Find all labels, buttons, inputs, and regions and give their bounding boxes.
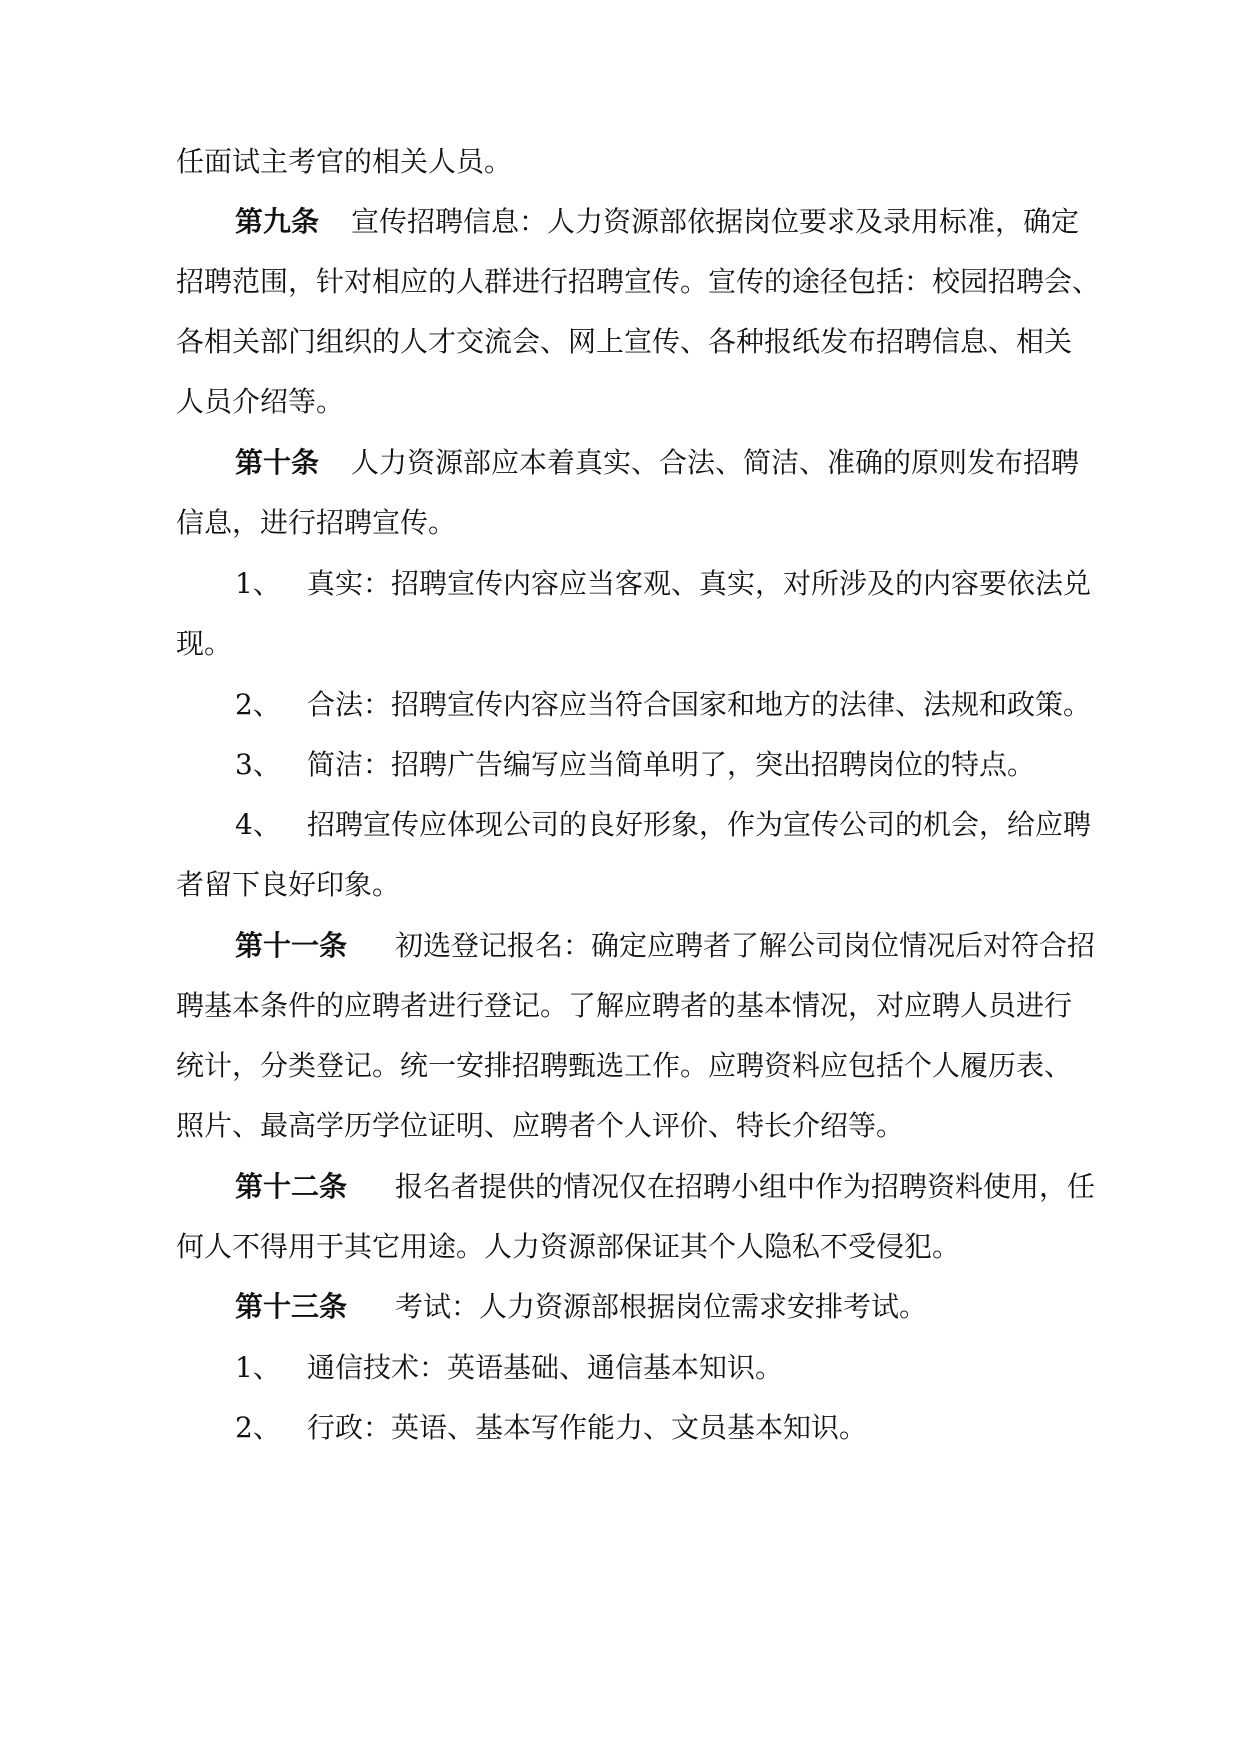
paragraph-line: 报名者提供的情况仅在招聘小组中作为招聘资料使用，任 — [395, 1170, 1096, 1203]
paragraph-line: 初选登记报名：确定应聘者了解公司岗位情况后对符合招 — [395, 929, 1096, 962]
paragraph-line: 宣传招聘信息：人力资源部依据岗位要求及录用标准，确定 — [351, 205, 1080, 238]
paragraph-line: 各相关部门组织的人才交流会、网上宣传、各种报纸发布招聘信息、相关 — [176, 325, 1073, 358]
article-heading: 第九条 — [235, 205, 320, 238]
paragraph-line: 考试：人力资源部根据岗位需求安排考试。 — [395, 1290, 928, 1323]
list-number: 1、 — [235, 567, 281, 600]
paragraph-line: 现。 — [176, 627, 233, 660]
article-heading: 第十二条 — [235, 1170, 348, 1203]
list-number: 1、 — [235, 1351, 281, 1384]
paragraph-line: 招聘范围，针对相应的人群进行招聘宣传。宣传的途径包括：校园招聘会、 — [176, 265, 1101, 298]
list-item: 合法：招聘宣传内容应当符合国家和地方的法律、法规和政策。 — [307, 688, 1092, 721]
paragraph-line: 者留下良好印象。 — [176, 868, 401, 901]
list-number: 4、 — [235, 808, 281, 841]
article-heading: 第十条 — [235, 446, 320, 479]
list-item: 通信技术：英语基础、通信基本知识。 — [307, 1351, 784, 1384]
paragraph-line: 任面试主考官的相关人员。 — [176, 145, 513, 178]
article-heading: 第十三条 — [235, 1290, 348, 1323]
list-item: 招聘宣传应体现公司的良好形象，作为宣传公司的机会，给应聘 — [307, 808, 1092, 841]
paragraph-line: 人员介绍等。 — [176, 385, 345, 418]
list-number: 2、 — [235, 688, 281, 721]
paragraph-line: 统计，分类登记。统一安排招聘甄选工作。应聘资料应包括个人履历表、 — [176, 1049, 1073, 1082]
paragraph-line: 聘基本条件的应聘者进行登记。了解应聘者的基本情况，对应聘人员进行 — [176, 989, 1073, 1022]
paragraph-line: 人力资源部应本着真实、合法、简洁、准确的原则发布招聘 — [351, 446, 1080, 479]
paragraph-line: 何人不得用于其它用途。人力资源部保证其个人隐私不受侵犯。 — [176, 1230, 961, 1263]
list-item: 行政：英语、基本写作能力、文员基本知识。 — [307, 1411, 868, 1444]
paragraph-line: 照片、最高学历学位证明、应聘者个人评价、特长介绍等。 — [176, 1109, 905, 1142]
list-number: 2、 — [235, 1411, 281, 1444]
list-item: 简洁：招聘广告编写应当简单明了，突出招聘岗位的特点。 — [307, 748, 1036, 781]
paragraph-line: 信息，进行招聘宣传。 — [176, 506, 457, 539]
list-item: 真实：招聘宣传内容应当客观、真实，对所涉及的内容要依法兑 — [307, 567, 1092, 600]
list-number: 3、 — [235, 748, 281, 781]
article-heading: 第十一条 — [235, 929, 348, 962]
